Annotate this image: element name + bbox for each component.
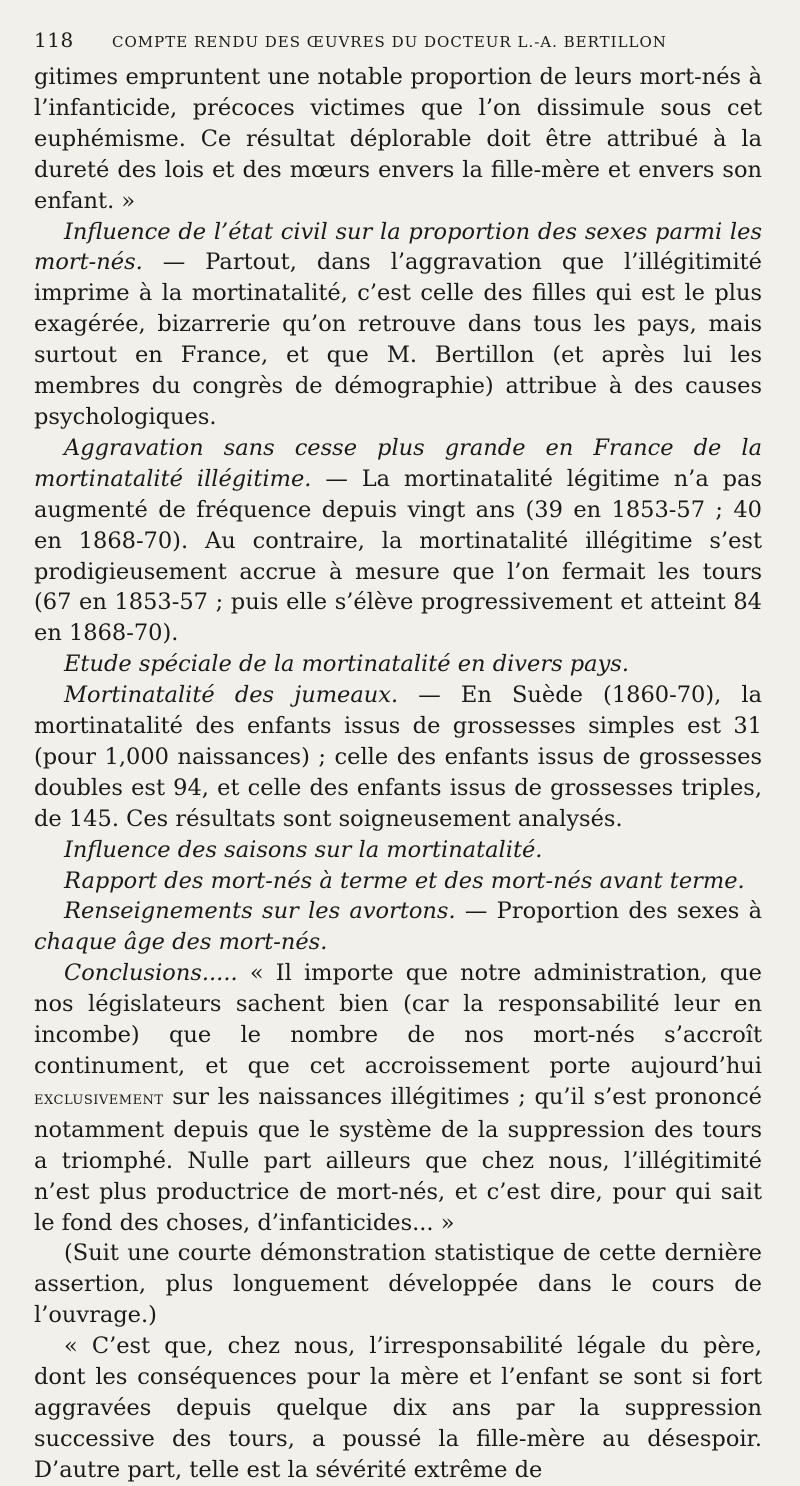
paragraph-text: — La mortinatalité légitime n’a pas augmenté de fréquence depuis vingt ans (39 en 1853-57 ; 40 en 1868-70). Au contraire, la mortinatalité illégitime s’est prodigieusement accrue à mesure que l’on fermait les tours (67 en 1853-57 ; puis elle s’élève progressivement et atteint 84 en 1868-70). — [34, 465, 762, 647]
page-number: 118 — [34, 28, 74, 52]
section-state-civil — [34, 217, 762, 433]
section-a-terme — [34, 866, 762, 897]
section-heading: Conclusions..... — [64, 960, 238, 987]
paragraph-quote — [34, 1331, 762, 1486]
paragraph-italic-tail: chaque âge des mort-nés. — [34, 929, 328, 956]
paragraph-text-continued: sur les naissances illégitimes ; qu’il s’est prononcé notamment depuis que le système de la suppression des tours a triomphé. Nulle part ailleurs que chez nous, l’illégitimité n’est plus productrice de mort-nés, et c’est dire, pour qui sait le fond des choses, d’infanticides... » — [34, 1083, 762, 1236]
section-heading: Renseignements sur les avortons. — [64, 898, 456, 925]
paragraph-text: « Il importe que notre administration, que nos législateurs sachent bien (car la responsabilité leur en incombe) que le nombre de nos mort-nés s’accroît continument, et que cet accroissement porte aujourd’hui — [34, 960, 762, 1079]
section-avortons — [34, 896, 762, 958]
body-text — [34, 62, 762, 1486]
section-jumeaux — [34, 680, 762, 835]
paragraph-statistique — [34, 1238, 762, 1331]
section-divers-pays — [34, 649, 762, 680]
section-heading: Mortinatalité des jumeaux. — [64, 682, 399, 709]
section-heading: Etude spéciale de la mortinatalité en divers pays. — [64, 651, 630, 678]
paragraph-text: gitimes empruntent une notable proportion de leurs mort-nés à l’infanticide, précoces victimes que l’on dissimule sous cet euphémisme. Ce résultat déplorable doit être attribué à la dureté des lois et des mœurs envers la fille-mère et envers son enfant. » — [34, 64, 762, 214]
section-heading: Influence des saisons sur la mortinatalité. — [64, 836, 543, 863]
section-heading: Aggravation sans cesse plus grande en France de la mortinatalité illégitime. — [34, 434, 762, 492]
paragraph-text: — Proportion des sexes à — [464, 898, 763, 925]
paragraph-text: (Suit une courte démonstration statistique de cette dernière assertion, plus longuement développée dans le cours de l’ouvrage.) — [34, 1240, 762, 1329]
running-title: COMPTE RENDU DES ŒUVRES DU DOCTEUR L.-A. BERTILLON — [112, 33, 667, 51]
paragraph-continuation — [34, 62, 762, 217]
small-caps-word: exclusivement — [34, 1087, 164, 1109]
running-header — [34, 28, 762, 62]
section-heading: Influence de l’état civil sur la proportion des sexes parmi les mort-nés. — [34, 218, 762, 276]
paragraph-text: « C’est que, chez nous, l’irresponsabilité légale du père, dont les conséquences pour la mère et l’enfant se sont si fort aggravées depuis quelque dix ans par la suppression successive des tours, a poussé la fille-mère au désespoir. D’autre part, telle est la sévérité extrême de — [34, 1333, 762, 1483]
section-saisons — [34, 835, 762, 866]
paragraph-text: — En Suède (1860-70), la mortinatalité des enfants issus de grossesses simples est 31 (pour 1,000 naissances) ; celle des enfants issus de grossesses doubles est 94, et celle des enfants issus de grossesses triples, de 145. Ces résultats sont soigneusement analysés. — [34, 682, 763, 832]
section-conclusions — [34, 958, 762, 1238]
section-heading: Rapport des mort-nés à terme et des mort-nés avant terme. — [64, 867, 745, 894]
paragraph-text: — Partout, dans l’aggravation que l’illégitimité imprime à la mortinatalité, c’est celle des filles qui est le plus exagérée, bizarrerie qu’on retrouve dans tous les pays, mais surtout en France, et que M. Bertillon (et après lui les membres du congrès de démographie) attribue à des causes psychologiques. — [34, 249, 763, 430]
section-aggravation — [34, 433, 762, 649]
